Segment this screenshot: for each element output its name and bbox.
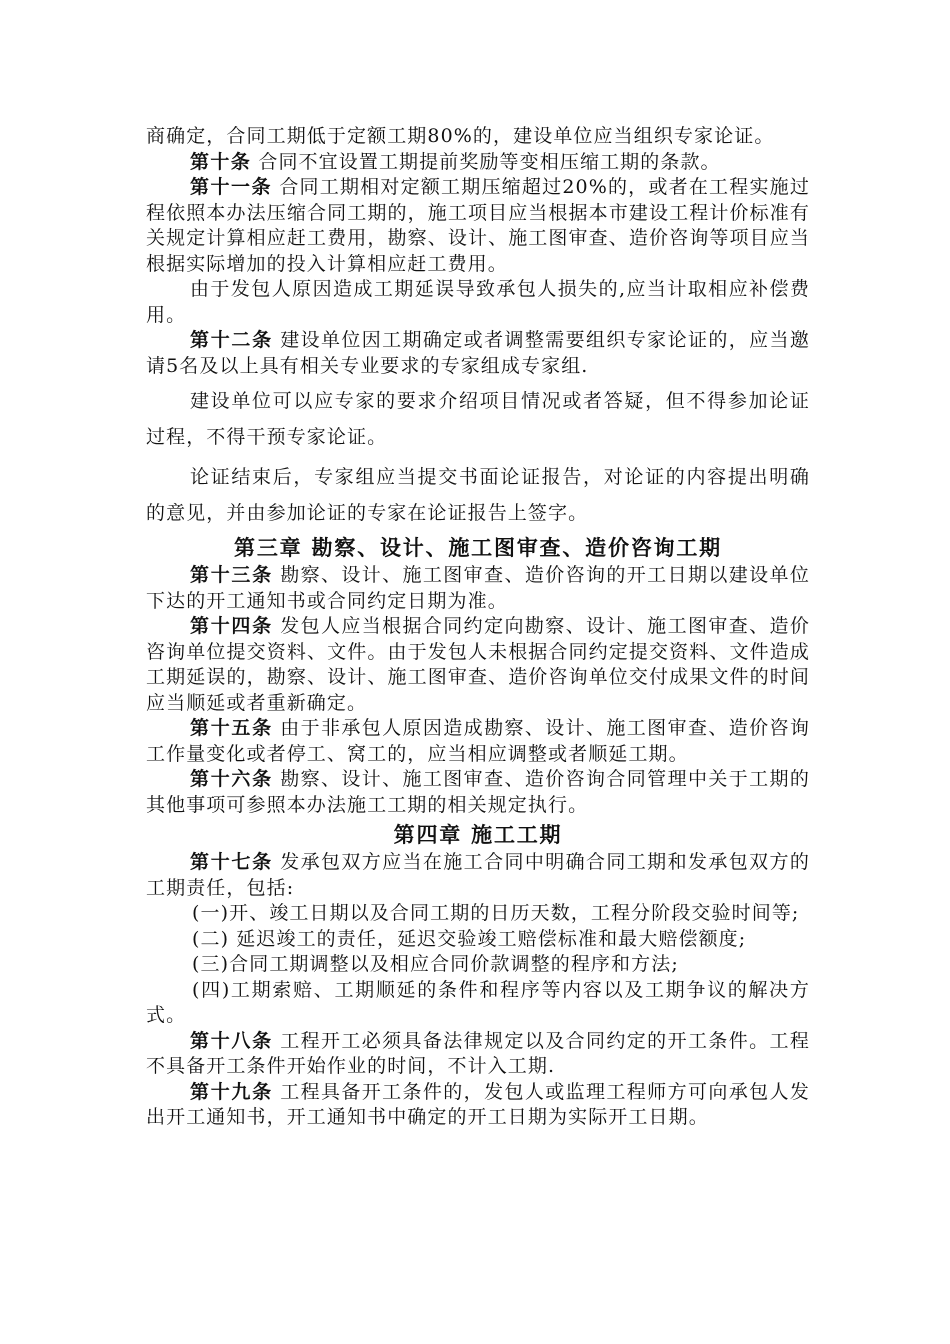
article-label: 第十条	[190, 150, 252, 173]
article-label: 第十四条	[190, 615, 273, 637]
article-label: 第十七条	[190, 851, 273, 873]
list-item: (四)工期索赔、工期顺延的条件和程序等内容以及工期争议的解决方式。	[146, 978, 810, 1026]
paragraph-continuation: 商确定，合同工期低于定额工期80%的，建设单位应当组织专家论证。	[146, 125, 775, 147]
chapter-4-heading: 第四章 施工工期	[393, 822, 563, 847]
article-text: 工程具备开工条件的，发包人或监理工程师方可向承包人发出开工通知书，开工通知书中确定的开工日期为实际开工日期。	[146, 1080, 810, 1128]
article-18	[146, 1029, 810, 1080]
article-17	[146, 850, 810, 901]
article-label: 第十八条	[190, 1029, 273, 1052]
article-text: 合同工期相对定额工期压缩超过20%的，或者在工程实施过程依照本办法压缩合同工期的，施工项目应当根据本市建设工程计价标准有关规定计算相应赶工费用，勘察、设计、施工图审查、造价咨询等项目应当根据实际增加的投入计算相应赶工费用。	[146, 176, 810, 275]
document-page	[146, 124, 810, 1131]
list-item: (三)合同工期调整以及相应合同价款调整的程序和方法;	[192, 953, 679, 975]
article-text: 由于非承包人原因造成勘察、设计、施工图审查、造价咨询工作量变化或者停工、窝工的，应当相应调整或者顺延工期。	[146, 717, 810, 765]
article-16	[146, 767, 810, 818]
article-label: 第十一条	[190, 176, 273, 198]
article-14	[146, 614, 810, 716]
article-11-paragraph-2: 由于发包人原因造成工期延误导致承包人损失的,应当计取相应补偿费用。	[146, 278, 810, 326]
article-11	[146, 175, 810, 277]
article-12-paragraph-3: 论证结束后，专家组应当提交书面论证报告，对论证的内容提出明确的意见，并由参加论证的专家在论证报告上签字。	[146, 466, 810, 524]
article-label: 第十六条	[190, 768, 273, 790]
list-item: (二) 延迟竣工的责任，延迟交验竣工赔偿标准和最大赔偿额度;	[192, 927, 747, 950]
article-text: 勘察、设计、施工图审查、造价咨询合同管理中关于工期的其他事项可参照本办法施工工期的相关规定执行。	[146, 768, 810, 816]
article-label: 第十三条	[190, 564, 273, 586]
chapter-3-heading: 第三章 勘察、设计、施工图审查、造价咨询工期	[234, 535, 722, 560]
article-19	[146, 1080, 810, 1131]
article-10	[146, 150, 810, 176]
article-12-paragraph-2: 建设单位可以应专家的要求介绍项目情况或者答疑，但不得参加论证过程，不得干预专家论证。	[146, 390, 810, 448]
article-12	[146, 328, 810, 379]
article-text: 工程开工必须具备法律规定以及合同约定的开工条件。工程不具备开工条件开始作业的时间，不计入工期.	[146, 1029, 810, 1077]
article-text: 合同不宜设置工期提前奖励等变相压缩工期的条款。	[251, 150, 721, 173]
article-label: 第十二条	[190, 329, 273, 351]
list-item: (一)开、竣工日期以及合同工期的日历天数，工程分阶段交验时间等;	[192, 902, 800, 924]
article-text: 勘察、设计、施工图审查、造价咨询的开工日期以建设单位下达的开工通知书或合同约定日期为准。	[146, 564, 810, 612]
article-label: 第十九条	[190, 1080, 273, 1103]
article-text: 发承包双方应当在施工合同中明确合同工期和发承包双方的工期责任，包括:	[146, 851, 810, 899]
article-15	[146, 716, 810, 767]
article-13	[146, 563, 810, 614]
article-text: 建设单位因工期确定或者调整需要组织专家论证的，应当邀请5名及以上具有相关专业要求的专家组成专家组.	[146, 329, 810, 377]
article-text: 发包人应当根据合同约定向勘察、设计、施工图审查、造价咨询单位提交资料、文件。由于发包人未根据合同约定提交资料、文件造成工期延误的，勘察、设计、施工图审查、造价咨询单位交付成果文件的时间应当顺延或者重新确定。	[146, 615, 810, 714]
article-label: 第十五条	[190, 717, 273, 739]
